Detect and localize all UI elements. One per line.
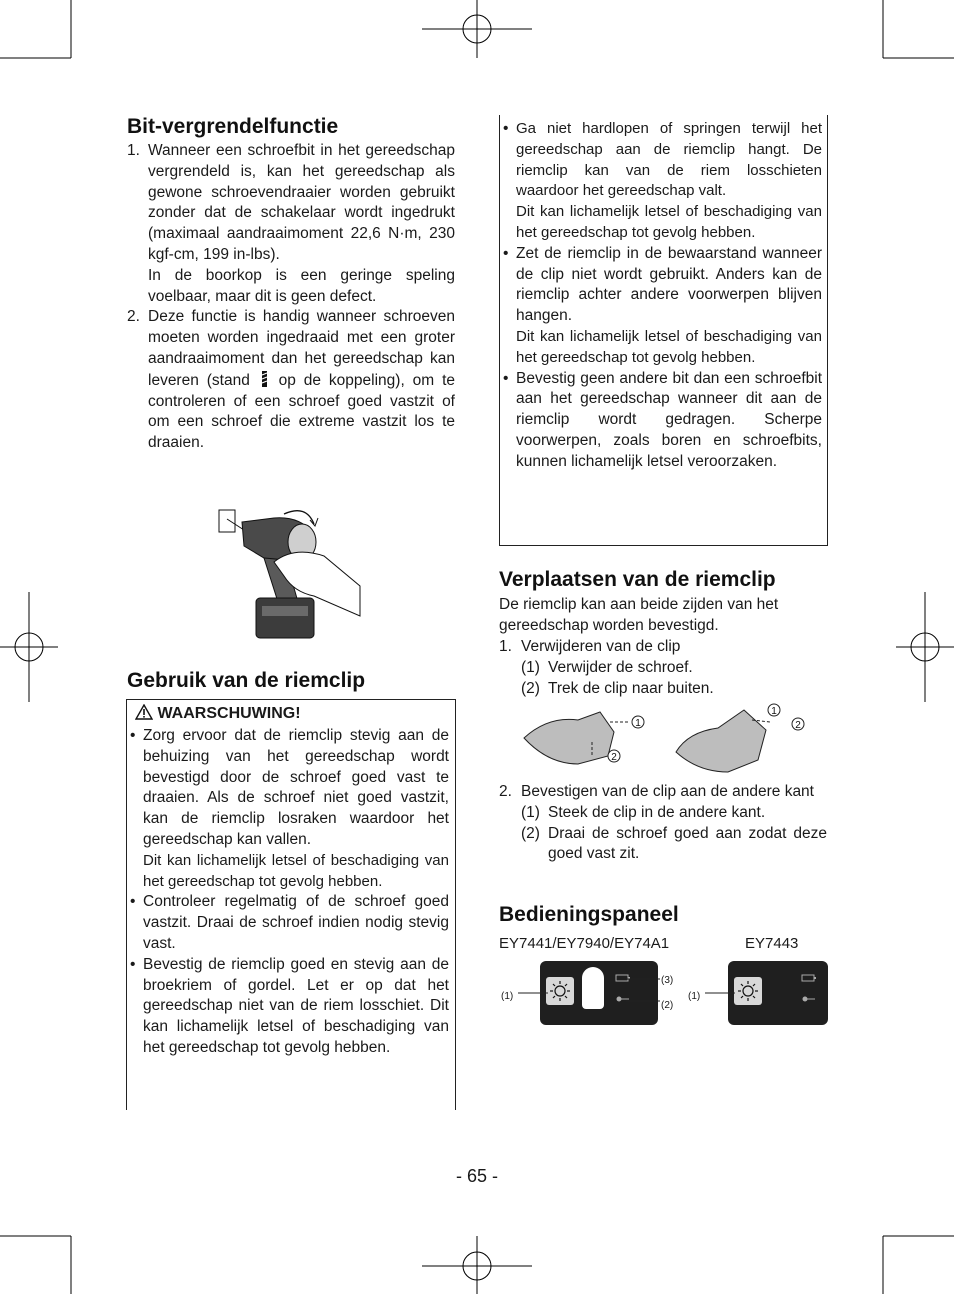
item-number: 2. (127, 308, 140, 326)
warning-bullet: • Zet de riemclip in de bewaarstand wanneer de clip niet wordt gebruikt. Anders kan de riemclip achter andere voorwerpen blijven hangen. Dit kan lichamelijk letsel of beschadiging van het gereedschap tot gevolg hebben. (500, 244, 822, 369)
panel-a-label-3: (3) (661, 975, 674, 986)
panel-b-label-1: (1) (688, 991, 701, 1002)
model-a-label: EY7441/EY7940/EY74A1 (499, 935, 670, 952)
sub-text: Draai de schroef goed aan zodat deze goed vast zit. (548, 824, 827, 863)
bit-lock-list (127, 141, 455, 454)
panel-a-label-2: (2) (661, 1000, 674, 1011)
warning-bullet: • Bevestig geen andere bit dan een schroefbit aan het gereedschap wanneer dit aan de riemclip wordt gedragen. Scherpe voorwerpen, zoals boren en schroefbits, kunnen lichamelijk letsel veroorzaken. (500, 369, 822, 473)
control-panel-b (728, 961, 828, 1025)
bullet-text: Bevestig geen andere bit dan een schroefbit aan het gereedschap wanneer dit aan de riemclip wordt gedragen. Scherpe voorwerpen, zoals boren en schroefbits, kunnen lichamelijk letsel veroorzaken. (516, 369, 822, 470)
move-step-2 (499, 782, 827, 865)
sub-step (521, 658, 827, 679)
sub-text: Verwijder de schroef. (548, 658, 693, 676)
belt-clip-title: Gebruik van de riemclip (127, 669, 366, 692)
bit-lock-title: Bit-vergrendelfunctie (127, 115, 339, 138)
drill-mode-icon (260, 370, 269, 388)
move-clip-title: Verplaatsen van de riemclip (499, 568, 776, 591)
sub-step (521, 803, 827, 824)
sub-number: (1) (521, 658, 540, 676)
sub-number: (2) (521, 824, 540, 842)
bit-item-2 (127, 307, 455, 454)
warning-bullet: • Bevestig de riemclip goed en stevig aan de broekriem of gordel. Let er op dat het gereedschap niet van de riem losschiet. Dit kan lichamelijk letsel of beschadiging van het gereedschap tot gevolg hebben. (127, 955, 449, 1059)
light-icon (734, 977, 762, 1005)
panel-a-leader-lines (518, 975, 678, 1015)
item-text: Wanneer een schroefbit in het gereedschap vergrendeld is, kan het gereedschap als gewone schroevendraaier worden gebruikt zonder dat de schakelaar wordt ingedrukt (maximaal aandraaimoment 22,6 N·m, 230 kgf-cm, 199 in-lbs). (148, 142, 455, 263)
bullet-extra: Dit kan lichamelijk letsel of beschadiging van het gereedschap tot gevolg hebben. (516, 203, 822, 241)
panel-a-label-1: (1) (501, 991, 514, 1002)
warning-label: WAARSCHUWING! (157, 705, 301, 722)
sub-number: (1) (521, 803, 540, 821)
bullet-text: Bevestig de riemclip goed en stevig aan de broekriem of gordel. Let er op dat het gereedschap niet van de riem losschiet. Dit kan lichamelijk letsel of beschadiging van het gereedschap tot gevolg hebben. (143, 955, 449, 1056)
warning-bullet: • Controleer regelmatig of de schroef goed vastzit. Draai de schroef indien nodig stevig vast. (127, 892, 449, 954)
model-b-label: EY7443 (745, 935, 799, 952)
control-panel-title: Bedieningspaneel (499, 903, 679, 926)
bullet-text: Ga niet hardlopen of springen terwijl het gereedschap aan de riemclip hangt. De riemclip kan van de riem losschieten waardoor het gereedschap valt. (516, 120, 822, 200)
sub-text: Trek de clip naar buiten. (548, 679, 714, 697)
callout-1-right: 1 (771, 706, 777, 717)
sub-text: Steek de clip in de andere kant. (548, 803, 766, 821)
sub-number: (2) (521, 679, 540, 697)
step-number: 2. (499, 783, 512, 800)
clip-removal-illustration (518, 702, 818, 776)
light-button-b (734, 977, 762, 1005)
drill-illustration (214, 506, 364, 642)
bit-item-1 (127, 141, 455, 307)
move-clip-intro: De riemclip kan aan beide zijden van het gereedschap worden bevestigd. (499, 596, 779, 634)
warning-bullet: • Ga niet hardlopen of springen terwijl het gereedschap aan de riemclip hangt. De riemclip kan van de riem losschieten waardoor het gereedschap valt. Dit kan lichamelijk letsel of beschadiging van het gereedschap tot gevolg hebben. (500, 119, 822, 244)
warning-box-continued (499, 115, 828, 546)
panel-b-leader-line (705, 990, 735, 996)
bullet-text: Zet de riemclip in de bewaarstand wanneer de clip niet wordt gebruikt. Anders kan de riemclip achter andere voorwerpen blijven hangen. (516, 244, 822, 325)
sub-step (521, 679, 827, 700)
step-label: Bevestigen van de clip aan de andere kant (521, 783, 814, 800)
sub-step (521, 824, 827, 866)
bullet-text: Zorg ervoor dat de riemclip stevig aan de behuizing van het gereedschap wordt bevestigd door de schroef goed vast te draaien. Als de schroef niet goed vastzit, kan de riemclip losraken waardoor het gereedschap kan vallen. (143, 727, 449, 848)
callout-2-right: 2 (795, 720, 801, 731)
item-number: 1. (127, 142, 140, 159)
step-label: Verwijderen van de clip (521, 638, 681, 655)
move-step-1 (499, 637, 827, 699)
bullet-extra: Dit kan lichamelijk letsel of beschadiging van het gereedschap tot gevolg hebben. (143, 851, 449, 890)
warning-header (135, 704, 301, 725)
step-number: 1. (499, 638, 512, 655)
bullet-text: Controleer regelmatig of de schroef goed vastzit. Draai de schroef indien nodig stevig vast. (143, 893, 449, 952)
warning-icon (135, 704, 153, 720)
page-number: - 65 - (455, 1166, 498, 1186)
item-text-a: Deze functie is handig wanneer schroeven moeten worden ingedraaid met een groter aandraaimoment dan het gereedschap kan leveren (stand (148, 308, 455, 389)
bullet-extra: Dit kan lichamelijk letsel of beschadiging van het gereedschap tot gevolg hebben. (516, 327, 822, 366)
item-extra: In de boorkop is een geringe speling voelbaar, maar dit is geen defect. (148, 266, 455, 305)
callout-1-left: 1 (635, 718, 641, 729)
warning-box (126, 699, 456, 1110)
battery-indicator-icon (800, 973, 818, 1009)
warning-bullet: • Zorg ervoor dat de riemclip stevig aan de behuizing van het gereedschap wordt bevestigd door de schroef goed vast te draaien. Als de schroef niet goed vastzit, kan de riemclip losraken waardoor het gereedschap kan vallen. Dit kan lichamelijk letsel of beschadiging van het gereedschap tot gevolg hebben. (127, 726, 449, 892)
callout-2-left: 2 (611, 752, 617, 763)
item-text-b: op de koppeling), om te controleren of een schroef goed vastzit of om een schroef die extreme vastzit los te draaien. (148, 371, 455, 452)
